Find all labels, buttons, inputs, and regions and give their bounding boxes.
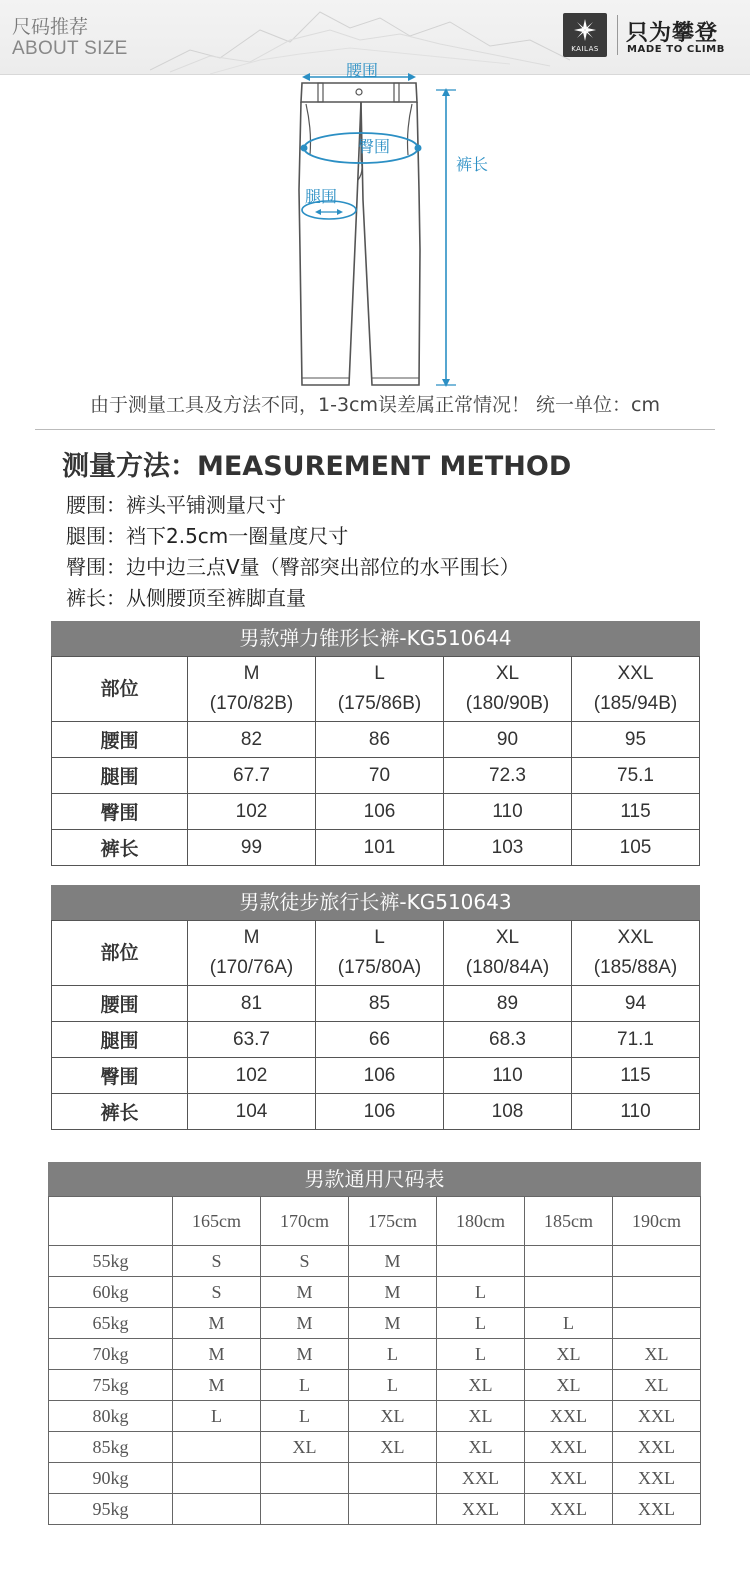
weight-cell: 80kg <box>49 1401 173 1432</box>
pants-outline-icon <box>0 60 750 390</box>
table-row <box>52 1022 700 1058</box>
waist-label: 腰围 <box>346 61 379 80</box>
table-cell: 106 <box>316 1094 444 1130</box>
size-cell: L <box>437 1277 525 1308</box>
table-cell: 82 <box>188 722 316 758</box>
header-title-en: ABOUT SIZE <box>12 38 128 59</box>
weight-cell: 95kg <box>49 1494 173 1525</box>
table-cell: 110 <box>444 794 572 830</box>
table-row <box>52 758 700 794</box>
corner-cell: 部位 <box>52 921 188 986</box>
row-label: 臀围 <box>52 794 188 830</box>
weight-cell: 70kg <box>49 1339 173 1370</box>
table-row <box>49 1277 701 1308</box>
table-cell: 105 <box>572 830 700 866</box>
table-title: 男款弹力锥形长裤-KG510644 <box>51 621 700 656</box>
size-cell: XL <box>261 1432 349 1463</box>
table-cell: 63.7 <box>188 1022 316 1058</box>
table-row <box>49 1401 701 1432</box>
size-header-cell: M (170/82B) <box>188 657 316 722</box>
size-cell: XL <box>349 1401 437 1432</box>
weight-cell: 90kg <box>49 1463 173 1494</box>
table-cell: 104 <box>188 1094 316 1130</box>
thigh-label: 腿围 <box>305 187 338 206</box>
size-table-kg510644 <box>51 621 700 866</box>
brand-name: KAILAS <box>571 45 599 53</box>
table-cell: 86 <box>316 722 444 758</box>
size-cell <box>437 1246 525 1277</box>
divider <box>35 429 715 430</box>
size-cell <box>261 1494 349 1525</box>
size-cell <box>525 1246 613 1277</box>
table-cell: 103 <box>444 830 572 866</box>
table-cell: 94 <box>572 986 700 1022</box>
header-title-cn: 尺码推荐 <box>12 16 89 38</box>
row-label: 裤长 <box>52 1094 188 1130</box>
table-cell: 89 <box>444 986 572 1022</box>
size-cell <box>349 1463 437 1494</box>
table-cell: 75.1 <box>572 758 700 794</box>
size-cell: M <box>173 1370 261 1401</box>
size-cell <box>525 1277 613 1308</box>
size-cell: M <box>261 1308 349 1339</box>
size-cell: L <box>349 1370 437 1401</box>
size-header-cell: L (175/80A) <box>316 921 444 986</box>
slogan-cn: 只为攀登 <box>626 21 719 46</box>
table-row <box>52 794 700 830</box>
weight-cell: 65kg <box>49 1308 173 1339</box>
size-header-cell: M (170/76A) <box>188 921 316 986</box>
table-cell: 71.1 <box>572 1022 700 1058</box>
general-size-table <box>48 1162 701 1525</box>
table-cell: 115 <box>572 794 700 830</box>
table-row <box>49 1494 701 1525</box>
size-cell: XXL <box>525 1401 613 1432</box>
table-cell: 102 <box>188 794 316 830</box>
table-cell: 67.7 <box>188 758 316 794</box>
size-cell: L <box>437 1308 525 1339</box>
table-cell: 90 <box>444 722 572 758</box>
table-row <box>52 1058 700 1094</box>
size-cell: M <box>173 1339 261 1370</box>
size-cell: XXL <box>613 1401 701 1432</box>
size-cell: M <box>173 1308 261 1339</box>
table-row <box>49 1308 701 1339</box>
slogan-en: MADE TO CLIMB <box>627 44 725 55</box>
size-cell: L <box>437 1339 525 1370</box>
size-cell <box>613 1308 701 1339</box>
size-cell: XXL <box>613 1432 701 1463</box>
table-row <box>49 1246 701 1277</box>
row-label: 裤长 <box>52 830 188 866</box>
height-header-cell: 185cm <box>525 1197 613 1246</box>
size-header-cell: L (175/86B) <box>316 657 444 722</box>
size-cell: XXL <box>613 1463 701 1494</box>
table-cell: 70 <box>316 758 444 794</box>
height-header-cell: 175cm <box>349 1197 437 1246</box>
size-cell: XL <box>525 1370 613 1401</box>
size-cell: L <box>261 1401 349 1432</box>
size-header-cell: XL (180/90B) <box>444 657 572 722</box>
table-cell: 108 <box>444 1094 572 1130</box>
table-cell: 115 <box>572 1058 700 1094</box>
table-title: 男款徒步旅行长裤-KG510643 <box>51 885 700 920</box>
size-cell: XXL <box>437 1494 525 1525</box>
size-cell: M <box>261 1339 349 1370</box>
table-row <box>49 1339 701 1370</box>
table-row <box>52 1094 700 1130</box>
method-title: 测量方法：MEASUREMENT METHOD <box>62 451 572 482</box>
hip-label: 臀围 <box>358 137 391 156</box>
table-cell: 101 <box>316 830 444 866</box>
size-cell: M <box>349 1308 437 1339</box>
weight-cell: 75kg <box>49 1370 173 1401</box>
length-label: 裤长 <box>456 155 489 174</box>
weight-cell: 85kg <box>49 1432 173 1463</box>
size-cell <box>613 1277 701 1308</box>
weight-cell: 55kg <box>49 1246 173 1277</box>
size-cell: XXL <box>437 1463 525 1494</box>
size-table-kg510643 <box>51 885 700 1130</box>
pants-diagram <box>0 60 750 390</box>
row-label: 腿围 <box>52 758 188 794</box>
size-header-cell: XXL (185/94B) <box>572 657 700 722</box>
logo-divider <box>617 15 618 55</box>
size-cell <box>173 1463 261 1494</box>
table-header-row <box>52 921 700 986</box>
size-cell <box>173 1432 261 1463</box>
size-cell <box>613 1246 701 1277</box>
brand-logo <box>563 13 607 57</box>
method-item-thigh: 腿围：裆下2.5cm一圈量度尺寸 <box>66 524 349 548</box>
height-header-cell: 165cm <box>173 1197 261 1246</box>
corner-cell <box>49 1197 173 1246</box>
row-label: 臀围 <box>52 1058 188 1094</box>
table-row <box>49 1463 701 1494</box>
corner-cell: 部位 <box>52 657 188 722</box>
size-cell <box>349 1494 437 1525</box>
size-cell <box>173 1494 261 1525</box>
table-cell: 106 <box>316 794 444 830</box>
table-header-row <box>52 657 700 722</box>
size-cell: XL <box>437 1401 525 1432</box>
table-row <box>52 830 700 866</box>
size-cell: S <box>173 1246 261 1277</box>
table-row <box>49 1370 701 1401</box>
size-cell: M <box>261 1277 349 1308</box>
size-header-cell: XL (180/84A) <box>444 921 572 986</box>
method-item-hip: 臀围：边中边三点V量（臀部突出部位的水平围长） <box>66 555 520 579</box>
table-cell: 85 <box>316 986 444 1022</box>
height-header-cell: 190cm <box>613 1197 701 1246</box>
size-cell: XXL <box>613 1494 701 1525</box>
kailas-star-icon <box>572 17 598 43</box>
general-table-title: 男款通用尺码表 <box>48 1162 701 1196</box>
size-cell: XXL <box>525 1432 613 1463</box>
general-header-row <box>49 1197 701 1246</box>
size-cell <box>261 1463 349 1494</box>
size-cell: XXL <box>525 1463 613 1494</box>
table-cell: 95 <box>572 722 700 758</box>
size-cell: XL <box>525 1339 613 1370</box>
method-item-length: 裤长：从侧腰顶至裤脚直量 <box>66 586 306 610</box>
size-cell: XL <box>437 1370 525 1401</box>
table-cell: 102 <box>188 1058 316 1094</box>
size-header-cell: XXL (185/88A) <box>572 921 700 986</box>
size-cell: XL <box>613 1370 701 1401</box>
size-cell: S <box>173 1277 261 1308</box>
size-cell: XL <box>437 1432 525 1463</box>
size-cell: L <box>261 1370 349 1401</box>
height-header-cell: 170cm <box>261 1197 349 1246</box>
size-cell: L <box>173 1401 261 1432</box>
size-cell: XL <box>349 1432 437 1463</box>
size-cell: M <box>349 1246 437 1277</box>
table-row <box>49 1432 701 1463</box>
size-cell: XXL <box>525 1494 613 1525</box>
table-row <box>52 722 700 758</box>
weight-cell: 60kg <box>49 1277 173 1308</box>
size-cell: M <box>349 1277 437 1308</box>
table-cell: 99 <box>188 830 316 866</box>
row-label: 腿围 <box>52 1022 188 1058</box>
row-label: 腰围 <box>52 722 188 758</box>
size-cell: XL <box>613 1339 701 1370</box>
method-item-waist: 腰围：裤头平铺测量尺寸 <box>66 493 286 517</box>
measurement-note: 由于测量工具及方法不同，1-3cm误差属正常情况！ 统一单位：cm <box>90 394 660 416</box>
size-cell: L <box>349 1339 437 1370</box>
row-label: 腰围 <box>52 986 188 1022</box>
table-cell: 110 <box>572 1094 700 1130</box>
height-header-cell: 180cm <box>437 1197 525 1246</box>
table-cell: 81 <box>188 986 316 1022</box>
table-cell: 110 <box>444 1058 572 1094</box>
table-cell: 68.3 <box>444 1022 572 1058</box>
size-cell: L <box>525 1308 613 1339</box>
size-cell: S <box>261 1246 349 1277</box>
table-cell: 72.3 <box>444 758 572 794</box>
table-cell: 106 <box>316 1058 444 1094</box>
table-cell: 66 <box>316 1022 444 1058</box>
table-row <box>52 986 700 1022</box>
